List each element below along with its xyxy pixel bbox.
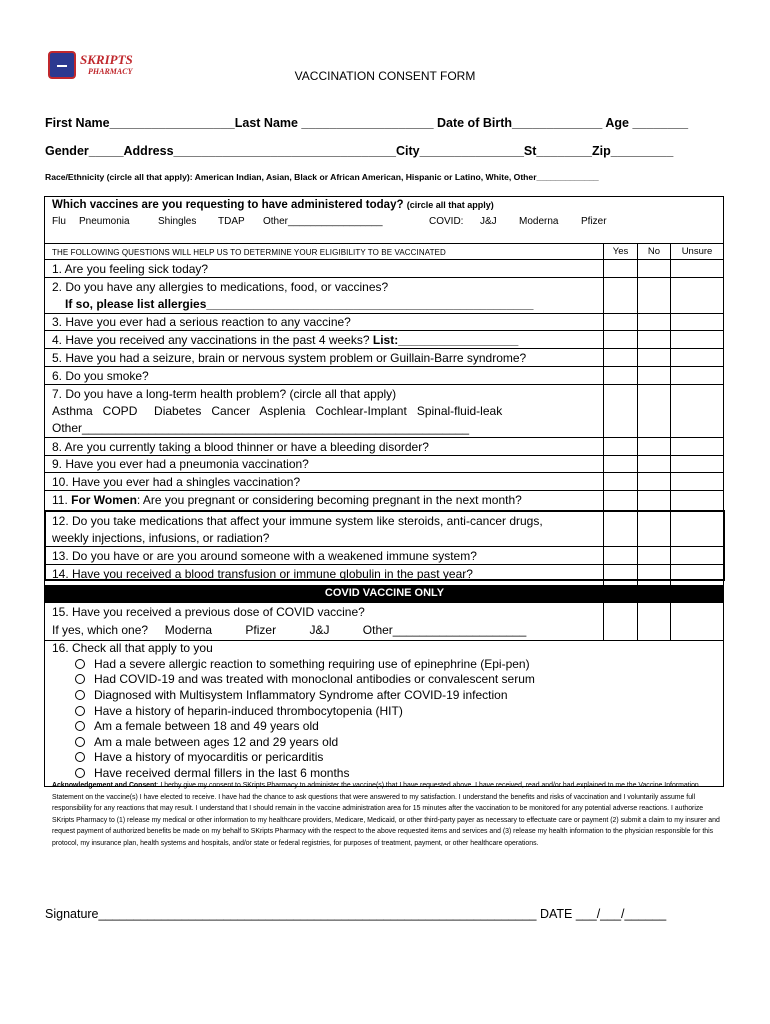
covid-option[interactable]: Am a male between ages 12 and 29 years old <box>75 735 338 750</box>
question-12-continued: weekly injections, infusions, or radiation? <box>52 531 270 545</box>
covid-option[interactable]: Have a history of heparin-induced thrombocytopenia (HIT) <box>75 704 403 719</box>
question-4: 4. Have you received any vaccinations in the past 4 weeks? List:__________________ <box>52 333 519 347</box>
covid-section-header: COVID VACCINE ONLY <box>45 585 724 602</box>
acknowledgement-consent: Acknowledgement and Consent: I herby give my consent to SKripts Pharmacy to administer the vaccine(s) that I have requested above. I have received, read and/or had explained to me the Vaccine Information Statement on the vaccine(s) I have elected to receive. I have had the chance to ask questions that were answered to my satisfaction. I understand the benefits and risks of vaccination and I voluntarily assume full responsibility for any reactions that may result. I understand that I should remain in the vaccine administration area for 15 minutes after the vaccination to be monitored for any potential adverse reactions. I authorize SKripts Pharmacy to (1) release my medical or other information to my healthcare providers, Medicare, Medicaid, or other third-party payer as necessary to effectuate care or payment (2) submit a claim to my insurer and request payment of authorized benefits be made on my behalf to SKripts Pharmacy with the respect to the above requested items and services and (3) release my health information to the physician responsible for this protocol, my insurance plan, health systems and hospitals, and/or state or federal registries, for purposes of treatment, payment, or other healthcare operations. <box>52 782 720 847</box>
logo-subtitle: PHARMACY <box>88 67 133 76</box>
covid-option[interactable]: Am a female between 18 and 49 years old <box>75 719 319 734</box>
row-divider <box>44 259 724 260</box>
question-14: 14. Have you received a blood transfusion or immune globulin in the past year? <box>52 567 473 581</box>
row-divider <box>44 437 724 438</box>
personal-info-line-1[interactable]: First Name__________________Last Name ___________________ Date of Birth_____________ Age ________ <box>45 116 689 130</box>
question-11: 11. For Women: Are you pregnant or considering becoming pregnant in the next month? <box>52 493 522 507</box>
radio-circle-icon[interactable] <box>75 752 85 762</box>
row-divider <box>44 366 724 367</box>
question-10: 10. Have you ever had a shingles vaccination? <box>52 475 301 489</box>
radio-circle-icon[interactable] <box>75 721 85 731</box>
vaccine-jj[interactable]: J&J <box>480 216 497 227</box>
radio-circle-icon[interactable] <box>75 674 85 684</box>
question-16: 16. Check all that apply to you <box>52 641 213 655</box>
question-7: 7. Do you have a long-term health problem? (circle all that apply) <box>52 387 397 401</box>
column-divider <box>603 243 604 641</box>
column-unsure: Unsure <box>681 246 713 257</box>
question-13: 13. Do you have or are you around someone with a weakened immune system? <box>52 549 477 563</box>
row-divider <box>44 243 724 244</box>
vaccine-other[interactable]: Other_________________ <box>263 216 383 227</box>
radio-circle-icon[interactable] <box>75 690 85 700</box>
radio-circle-icon[interactable] <box>75 737 85 747</box>
column-divider <box>670 243 671 641</box>
question-12: 12. Do you take medications that affect your immune system like steroids, anti-cancer drugs, <box>52 514 543 528</box>
radio-circle-icon[interactable] <box>75 659 85 669</box>
question-1: 1. Are you feeling sick today? <box>52 262 209 276</box>
column-yes: Yes <box>612 246 629 257</box>
question-5: 5. Have you had a seizure, brain or nervous system problem or Guillain-Barre syndrome? <box>52 351 527 365</box>
row-divider <box>44 330 724 331</box>
column-no: No <box>647 246 661 257</box>
personal-info-line-2[interactable]: Gender_____Address________________________________City_______________St________Zip_________ <box>45 144 674 158</box>
question-15: 15. Have you received a previous dose of COVID vaccine? <box>52 605 365 619</box>
covid-option[interactable]: Have received dermal fillers in the last 6 months <box>75 766 349 781</box>
other-condition-field[interactable]: Other__________________________________________________________ <box>52 421 470 435</box>
recent-vaccines-field[interactable]: List:__________________ <box>372 333 519 347</box>
question-8: 8. Are you currently taking a blood thinner or have a bleeding disorder? <box>52 440 429 454</box>
vaccine-tdap[interactable]: TDAP <box>218 216 245 227</box>
radio-circle-icon[interactable] <box>75 706 85 716</box>
radio-circle-icon[interactable] <box>75 768 85 778</box>
covid-option[interactable]: Diagnosed with Multisystem Inflammatory Syndrome after COVID-19 infection <box>75 688 508 703</box>
question-3: 3. Have you ever had a serious reaction to any vaccine? <box>52 315 351 329</box>
signature-line[interactable]: Signature_______________________________________________________________ DATE ___/___/______ <box>45 907 667 921</box>
vaccine-pneumonia[interactable]: Pneumonia <box>79 216 130 227</box>
allergies-field[interactable]: If so, please list allergies_________________________________________________ <box>65 297 534 311</box>
vaccine-request-question: Which vaccines are you requesting to have administered today? (circle all that apply) <box>52 199 494 211</box>
vaccine-pfizer[interactable]: Pfizer <box>581 216 607 227</box>
question-6: 6. Do you smoke? <box>52 369 149 383</box>
column-divider <box>637 243 638 641</box>
covid-label: COVID: <box>429 216 464 227</box>
question-9: 9. Have you ever had a pneumonia vaccination? <box>52 457 309 471</box>
covid-option[interactable]: Had a severe allergic reaction to something requiring use of epinephrine (Epi-pen) <box>75 657 530 672</box>
row-divider <box>44 490 724 491</box>
health-conditions-options[interactable]: Asthma COPD Diabetes Cancer Asplenia Cochlear-Implant Spinal-fluid-leak <box>52 404 503 418</box>
row-divider <box>44 348 724 349</box>
logo-name: SKRIPTS <box>80 52 133 67</box>
covid-option[interactable]: Had COVID-19 and was treated with monoclonal antibodies or convalescent serum <box>75 672 535 687</box>
vaccine-flu[interactable]: Flu <box>52 216 66 227</box>
question-2: 2. Do you have any allergies to medications, food, or vaccines? <box>52 280 389 294</box>
vaccine-shingles[interactable]: Shingles <box>158 216 197 227</box>
eligibility-header: THE FOLLOWING QUESTIONS WILL HELP US TO DETERMINE YOUR ELIGIBILITY TO BE VACCINATED <box>52 248 446 257</box>
row-divider <box>44 277 724 278</box>
covid-option[interactable]: Have a history of myocarditis or pericarditis <box>75 750 323 765</box>
row-divider <box>44 384 724 385</box>
row-divider <box>44 472 724 473</box>
form-title: VACCINATION CONSENT FORM <box>294 69 476 83</box>
row-divider <box>44 602 724 603</box>
previous-covid-dose-options[interactable]: If yes, which one? Moderna Pfizer J&J Other____________________ <box>52 623 527 637</box>
vaccine-moderna[interactable]: Moderna <box>519 216 559 227</box>
race-ethnicity-line[interactable]: Race/Ethnicity (circle all that apply): American Indian, Asian, Black or African American, Hispanic or Latino, White, Other_____________ <box>45 172 599 182</box>
